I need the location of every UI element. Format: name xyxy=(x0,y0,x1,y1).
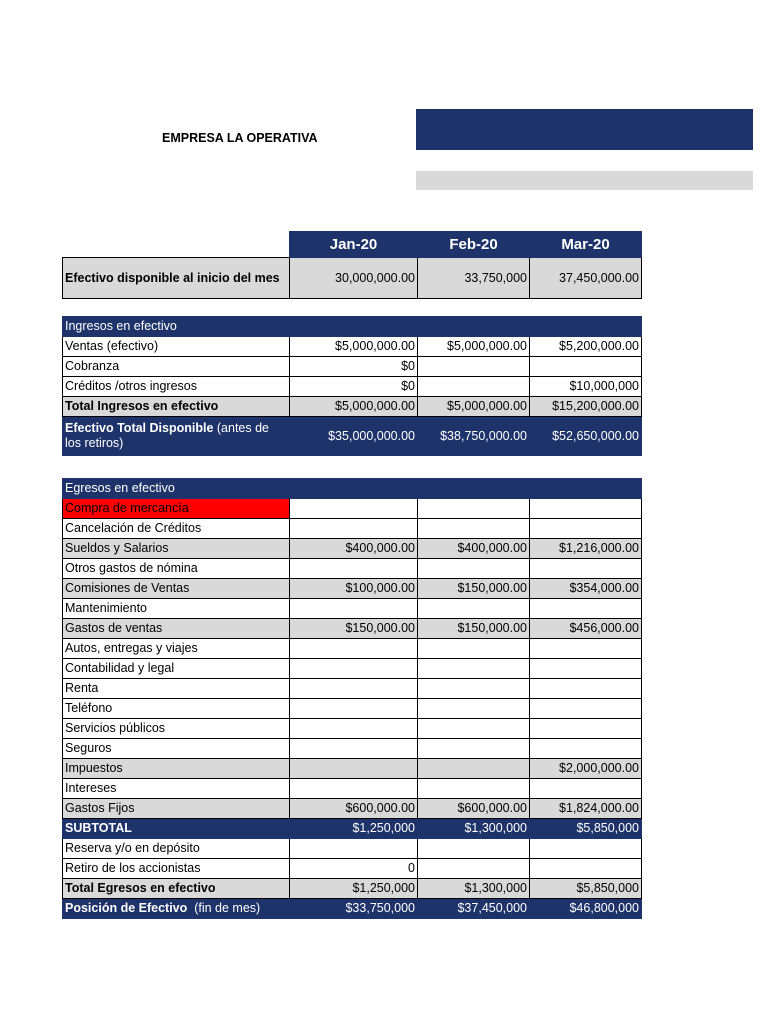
table-row xyxy=(63,659,642,679)
cell-value[interactable]: $33,750,000 xyxy=(290,899,418,919)
cell-value[interactable]: $400,000.00 xyxy=(418,539,530,559)
cell-value[interactable]: $354,000.00 xyxy=(530,579,642,599)
month-header: Jan-20 xyxy=(290,232,418,258)
header-blank-cell xyxy=(418,479,530,499)
cell-value[interactable] xyxy=(290,559,418,579)
cell-value[interactable] xyxy=(418,839,530,859)
cell-value[interactable] xyxy=(290,639,418,659)
table-row xyxy=(63,579,642,599)
row-label[interactable]: Gastos de ventas xyxy=(63,619,290,639)
cell-value[interactable]: $38,750,000.00 xyxy=(418,417,530,456)
table-row xyxy=(63,357,642,377)
cell-value[interactable] xyxy=(418,377,530,397)
cell-value[interactable] xyxy=(530,499,642,519)
cell-value[interactable]: $35,000,000.00 xyxy=(290,417,418,456)
cell-value[interactable]: $1,300,000 xyxy=(418,879,530,899)
cell-value[interactable] xyxy=(290,739,418,759)
table-row xyxy=(63,499,642,519)
row-label[interactable] xyxy=(63,417,290,456)
row-label[interactable]: Mantenimiento xyxy=(63,599,290,619)
cell-value[interactable]: $46,800,000 xyxy=(530,899,642,919)
cash-position-row xyxy=(63,899,642,919)
table-row xyxy=(63,519,642,539)
income-table xyxy=(62,316,642,456)
expenses-table xyxy=(62,478,642,919)
cell-value[interactable]: $100,000.00 xyxy=(290,579,418,599)
cell-value[interactable] xyxy=(418,679,530,699)
cell-value[interactable] xyxy=(418,519,530,539)
cell-value[interactable]: $5,000,000.00 xyxy=(418,397,530,417)
cell-value[interactable] xyxy=(530,679,642,699)
row-label[interactable]: Sueldos y Salarios xyxy=(63,539,290,559)
cell-value[interactable] xyxy=(418,559,530,579)
cell-value[interactable]: $1,250,000 xyxy=(290,879,418,899)
cell-value[interactable]: $15,200,000.00 xyxy=(530,397,642,417)
table-row xyxy=(63,559,642,579)
row-label[interactable]: Créditos /otros ingresos xyxy=(63,377,290,397)
cell-value[interactable]: $150,000.00 xyxy=(418,579,530,599)
opening-balance-row xyxy=(63,258,642,299)
cell-value[interactable] xyxy=(530,357,642,377)
row-label[interactable]: Impuestos xyxy=(63,759,290,779)
table-row xyxy=(63,859,642,879)
table-row xyxy=(63,779,642,799)
table-row xyxy=(63,699,642,719)
label-bold: Posición de Efectivo xyxy=(65,901,188,915)
row-label[interactable]: Intereses xyxy=(63,779,290,799)
row-label[interactable]: Otros gastos de nómina xyxy=(63,559,290,579)
cell-value[interactable]: $0 xyxy=(290,357,418,377)
table-row xyxy=(63,619,642,639)
cell-value[interactable]: 30,000,000.00 xyxy=(290,258,418,299)
cell-value[interactable]: $150,000.00 xyxy=(418,619,530,639)
row-label[interactable]: Total Egresos en efectivo xyxy=(63,879,290,899)
table-row xyxy=(63,739,642,759)
header-blank-cell xyxy=(63,232,290,258)
row-label[interactable]: Compra de mercancía xyxy=(63,499,290,519)
header-blue-bar xyxy=(416,109,753,150)
cell-value[interactable]: $600,000.00 xyxy=(290,799,418,819)
cell-value[interactable] xyxy=(530,779,642,799)
label-bold: Efectivo Total Disponible xyxy=(65,421,214,435)
cell-value[interactable] xyxy=(418,499,530,519)
cell-value[interactable] xyxy=(418,357,530,377)
row-label[interactable]: Total Ingresos en efectivo xyxy=(63,397,290,417)
row-label[interactable]: Efectivo disponible al inicio del mes xyxy=(63,258,290,299)
cell-value[interactable] xyxy=(290,719,418,739)
income-section-header xyxy=(63,317,642,337)
section-title: Ingresos en efectivo xyxy=(63,317,642,337)
table-row xyxy=(63,839,642,859)
cell-value[interactable]: $1,250,000 xyxy=(290,819,418,839)
cell-value[interactable] xyxy=(290,779,418,799)
cell-value[interactable] xyxy=(530,519,642,539)
cell-value[interactable] xyxy=(290,759,418,779)
table-row xyxy=(63,679,642,699)
month-header: Mar-20 xyxy=(530,232,642,258)
cell-value[interactable] xyxy=(530,739,642,759)
cell-value[interactable]: $5,000,000.00 xyxy=(290,337,418,357)
table-row xyxy=(63,759,642,779)
cell-value[interactable] xyxy=(418,639,530,659)
cell-value[interactable] xyxy=(530,599,642,619)
month-header: Feb-20 xyxy=(418,232,530,258)
cell-value[interactable] xyxy=(418,659,530,679)
cell-value[interactable] xyxy=(290,599,418,619)
cell-value[interactable]: $1,824,000.00 xyxy=(530,799,642,819)
label-rest: (fin de mes) xyxy=(187,901,261,915)
expenses-section-header xyxy=(63,479,642,499)
cell-value[interactable]: $5,850,000 xyxy=(530,819,642,839)
row-label[interactable]: Reserva y/o en depósito xyxy=(63,839,290,859)
table-row xyxy=(63,377,642,397)
cell-value[interactable]: $400,000.00 xyxy=(290,539,418,559)
cell-value[interactable] xyxy=(530,839,642,859)
cell-value[interactable]: $5,000,000.00 xyxy=(290,397,418,417)
section-title: Egresos en efectivo xyxy=(63,479,290,499)
row-label[interactable]: Comisiones de Ventas xyxy=(63,579,290,599)
cell-value[interactable] xyxy=(530,639,642,659)
cell-value[interactable]: $5,850,000 xyxy=(530,879,642,899)
cell-value[interactable] xyxy=(530,659,642,679)
row-label[interactable]: Gastos Fijos xyxy=(63,799,290,819)
row-label[interactable]: Renta xyxy=(63,679,290,699)
row-label[interactable]: Autos, entregas y viajes xyxy=(63,639,290,659)
cell-value[interactable] xyxy=(530,699,642,719)
row-label[interactable]: Teléfono xyxy=(63,699,290,719)
cell-value[interactable]: 0 xyxy=(290,859,418,879)
table-row xyxy=(63,719,642,739)
table-row xyxy=(63,639,642,659)
cell-value[interactable] xyxy=(530,559,642,579)
cell-value[interactable]: $1,300,000 xyxy=(418,819,530,839)
cell-value[interactable]: $10,000,000 xyxy=(530,377,642,397)
cell-value[interactable]: $5,000,000.00 xyxy=(418,337,530,357)
cell-value[interactable] xyxy=(290,679,418,699)
table-row xyxy=(63,799,642,819)
expenses-total-row xyxy=(63,879,642,899)
cell-value[interactable] xyxy=(290,659,418,679)
cell-value[interactable]: $5,200,000.00 xyxy=(530,337,642,357)
cell-value[interactable] xyxy=(418,599,530,619)
subtotal-row xyxy=(63,819,642,839)
cell-value[interactable]: 33,750,000 xyxy=(418,258,530,299)
row-label[interactable]: Retiro de los accionistas xyxy=(63,859,290,879)
header-blank-cell xyxy=(530,479,642,499)
opening-table xyxy=(62,231,642,299)
cell-value[interactable] xyxy=(418,759,530,779)
row-label[interactable]: Seguros xyxy=(63,739,290,759)
cell-value[interactable] xyxy=(418,739,530,759)
table-row xyxy=(63,337,642,357)
cell-value[interactable] xyxy=(290,839,418,859)
cell-value[interactable] xyxy=(290,699,418,719)
header-blank-cell xyxy=(290,479,418,499)
cell-value[interactable]: $0 xyxy=(290,377,418,397)
row-label[interactable]: Contabilidad y legal xyxy=(63,659,290,679)
cell-value[interactable] xyxy=(530,859,642,879)
label-rest: (antes de los retiros) xyxy=(65,421,269,450)
table-row xyxy=(63,539,642,559)
cell-value[interactable]: $1,216,000.00 xyxy=(530,539,642,559)
cell-value[interactable] xyxy=(418,859,530,879)
cell-value[interactable]: $456,000.00 xyxy=(530,619,642,639)
cell-value[interactable] xyxy=(418,719,530,739)
row-label[interactable]: Cancelación de Créditos xyxy=(63,519,290,539)
row-label[interactable]: Servicios públicos xyxy=(63,719,290,739)
total-available-row xyxy=(63,417,642,456)
cell-value[interactable] xyxy=(290,519,418,539)
cell-value[interactable]: $600,000.00 xyxy=(418,799,530,819)
cell-value[interactable]: $150,000.00 xyxy=(290,619,418,639)
cell-value[interactable]: $52,650,000.00 xyxy=(530,417,642,456)
cell-value[interactable] xyxy=(290,499,418,519)
cell-value[interactable] xyxy=(418,779,530,799)
cell-value[interactable]: $2,000,000.00 xyxy=(530,759,642,779)
cell-value[interactable]: $37,450,000 xyxy=(418,899,530,919)
table-row xyxy=(63,599,642,619)
header-gray-bar xyxy=(416,171,753,190)
row-label[interactable] xyxy=(63,899,290,919)
cell-value[interactable] xyxy=(530,719,642,739)
cell-value[interactable]: 37,450,000.00 xyxy=(530,258,642,299)
row-label[interactable]: Cobranza xyxy=(63,357,290,377)
row-label[interactable]: SUBTOTAL xyxy=(63,819,290,839)
income-total-row xyxy=(63,397,642,417)
cell-value[interactable] xyxy=(418,699,530,719)
row-label[interactable]: Ventas (efectivo) xyxy=(63,337,290,357)
company-title: EMPRESA LA OPERATIVA xyxy=(162,131,318,145)
